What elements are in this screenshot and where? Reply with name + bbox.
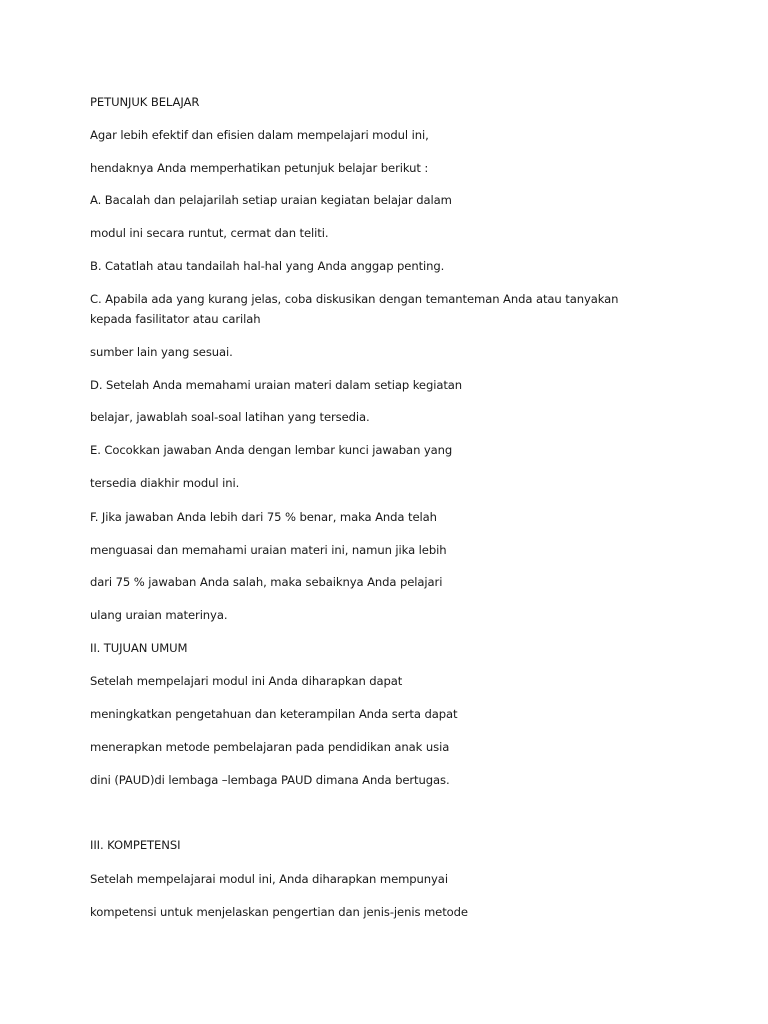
- section-3-heading: III. KOMPETENSI: [90, 838, 181, 852]
- item-e-line-2: tersedia diakhir modul ini.: [90, 476, 240, 490]
- section-2-heading: II. TUJUAN UMUM: [90, 641, 188, 655]
- item-f-line-2: menguasai dan memahami uraian materi ini, namun jika lebih: [90, 543, 447, 557]
- section-3-line-2: kompetensi untuk menjelaskan pengertian dan jenis-jenis metode: [90, 905, 468, 919]
- section-2-line-2: meningkatkan pengetahuan dan keterampilan Anda serta dapat: [90, 707, 458, 721]
- item-f-line-4: ulang uraian materinya.: [90, 608, 228, 622]
- item-f-line-3: dari 75 % jawaban Anda salah, maka sebaiknya Anda pelajari: [90, 575, 443, 589]
- section-2-line-3: menerapkan metode pembelajaran pada pendidikan anak usia: [90, 740, 450, 754]
- item-f-line-1: F. Jika jawaban Anda lebih dari 75 % benar, maka Anda telah: [90, 510, 437, 524]
- item-c-line-2: sumber lain yang sesuai.: [90, 345, 233, 359]
- section-2-line-1: Setelah mempelajari modul ini Anda diharapkan dapat: [90, 674, 403, 688]
- item-d-line-2: belajar, jawablah soal-soal latihan yang tersedia.: [90, 410, 370, 424]
- item-e-line-1: E. Cocokkan jawaban Anda dengan lembar kunci jawaban yang: [90, 443, 453, 457]
- intro-line-2: hendaknya Anda memperhatikan petunjuk belajar berikut :: [90, 161, 429, 175]
- item-a-line-2: modul ini secara runtut, cermat dan teliti.: [90, 226, 329, 240]
- item-a-line-1: A. Bacalah dan pelajarilah setiap uraian kegiatan belajar dalam: [90, 193, 452, 207]
- heading-petunjuk-belajar: PETUNJUK BELAJAR: [90, 95, 200, 109]
- item-b-line-1: B. Catatlah atau tandailah hal-hal yang Anda anggap penting.: [90, 259, 445, 273]
- item-d-line-1: D. Setelah Anda memahami uraian materi dalam setiap kegiatan: [90, 378, 463, 392]
- item-c-line-1: C. Apabila ada yang kurang jelas, coba diskusikan dengan temanteman Anda atau tanyakan kepada fasilitator atau carilah: [90, 292, 619, 326]
- section-3-line-1: Setelah mempelajarai modul ini, Anda diharapkan mempunyai: [90, 872, 448, 886]
- intro-line-1: Agar lebih efektif dan efisien dalam mempelajari modul ini,: [90, 128, 429, 142]
- section-2-line-4: dini (PAUD)di lembaga –lembaga PAUD dimana Anda bertugas.: [90, 773, 450, 787]
